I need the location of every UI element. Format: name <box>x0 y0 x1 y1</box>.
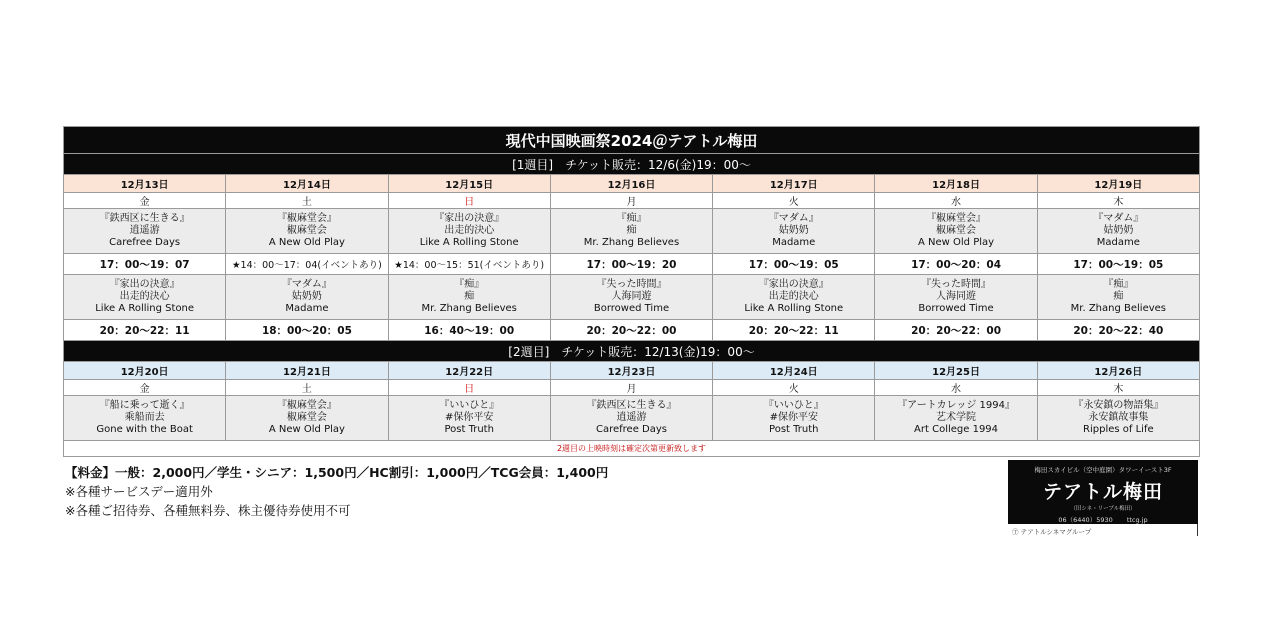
film-title-en: A New Old Play <box>268 424 345 435</box>
film-title-zh: 痴 <box>464 291 475 302</box>
film-title-en: Like A Rolling Stone <box>95 303 195 314</box>
film-cell <box>550 396 712 441</box>
weekday-cell: 土 <box>226 380 388 396</box>
film-title-zh: 痴 <box>1113 291 1124 302</box>
showtime-cell: 18：00～20：05 <box>226 320 388 341</box>
film-title-zh: #保你平安 <box>769 412 818 423</box>
week2-note: 2週目の上映時刻は確定次第更新致します <box>64 441 1200 457</box>
film-title-ja: 『アートカレッジ 1994』 <box>897 400 1016 411</box>
film-cell <box>875 275 1037 320</box>
film-title-zh: 逍遥游 <box>129 225 160 236</box>
showtime-cell: 17：00～19：05 <box>713 254 875 275</box>
film-cell <box>64 275 226 320</box>
film-title-ja: 『痴』 <box>1103 279 1134 290</box>
film-title-en: Art College 1994 <box>914 424 999 435</box>
film-title-ja: 『椒麻堂会』 <box>926 213 987 224</box>
film-title-ja: 『家出の決意』 <box>758 279 829 290</box>
film-title-zh: 出走的決心 <box>444 225 495 236</box>
film-title-ja: 『永安鎮の物語集』 <box>1073 400 1164 411</box>
weekday-cell: 木 <box>1037 380 1199 396</box>
film-title-ja: 『家出の決意』 <box>434 213 505 224</box>
weekday-cell: 木 <box>1037 193 1199 209</box>
pricing-info <box>65 463 608 520</box>
film-title-zh: 椒麻堂会 <box>286 225 327 236</box>
logo-location: 梅田スカイビル（空中庭園）タワーイースト3F <box>1034 466 1172 474</box>
date-cell: 12月20日 <box>64 362 226 380</box>
film-title-zh: 永安鎮故事集 <box>1088 412 1149 423</box>
film-title-ja: 『痴』 <box>616 213 647 224</box>
film-title-zh: 姑奶奶 <box>778 225 809 236</box>
date-cell: 12月19日 <box>1037 175 1199 193</box>
date-cell: 12月15日 <box>388 175 550 193</box>
logo-former-name: （旧シネ・リーブル梅田） <box>1070 506 1136 512</box>
logo-phone: 06（6440）5930 <box>1058 516 1113 524</box>
film-cell <box>388 275 550 320</box>
film-cell <box>875 209 1037 254</box>
film-title-zh: 逍遥游 <box>616 412 647 423</box>
film-title-zh: 出走的決心 <box>119 291 170 302</box>
film-cell <box>226 396 388 441</box>
film-cell <box>713 275 875 320</box>
schedule-table <box>63 126 1200 457</box>
film-cell <box>64 209 226 254</box>
film-title-ja: 『いいひと』 <box>439 400 500 411</box>
film-title-ja: 『マダム』 <box>281 279 332 290</box>
showtime-cell: 20：20～22：00 <box>875 320 1037 341</box>
showtime-cell: 17：00～19：07 <box>64 254 226 275</box>
weekday-cell: 水 <box>875 380 1037 396</box>
date-cell: 12月14日 <box>226 175 388 193</box>
date-cell: 12月22日 <box>388 362 550 380</box>
film-title-zh: 人海同遊 <box>611 291 652 302</box>
film-title-en: Carefree Days <box>109 237 181 248</box>
film-title-ja: 『鉄西区に生きる』 <box>586 400 677 411</box>
logo-contact <box>1008 515 1198 524</box>
weekday-cell: 水 <box>875 193 1037 209</box>
showtime-cell: 17：00～19：20 <box>550 254 712 275</box>
film-title-en: Like A Rolling Stone <box>744 303 844 314</box>
film-title-en: Borrowed Time <box>918 303 994 314</box>
film-title-en: Madame <box>772 237 816 248</box>
price-line: 【料金】一般：2,000円／学生・シニア：1,500円／HC割引：1,000円／TCG会員：1,400円 <box>65 465 609 480</box>
film-title-en: Ripples of Life <box>1083 424 1154 435</box>
date-cell: 12月23日 <box>550 362 712 380</box>
date-cell: 12月17日 <box>713 175 875 193</box>
film-title-zh: 姑奶奶 <box>1103 225 1134 236</box>
film-title-ja: 『失った時間』 <box>596 279 667 290</box>
film-cell <box>713 209 875 254</box>
film-cell <box>713 396 875 441</box>
film-title-ja: 『マダム』 <box>768 213 819 224</box>
pricing-note-service-day: ※各種サービスデー適用外 <box>65 484 213 499</box>
weekday-cell: 金 <box>64 193 226 209</box>
film-title-zh: 人海同遊 <box>936 291 977 302</box>
film-cell <box>1037 396 1199 441</box>
weekday-cell: 土 <box>226 193 388 209</box>
film-cell <box>64 396 226 441</box>
week1-header: [1週目] チケット販売：12/6(金)19：00～ <box>64 154 1200 175</box>
date-cell: 12月24日 <box>713 362 875 380</box>
weekday-cell: 月 <box>550 193 712 209</box>
weekday-cell: 日 <box>388 193 550 209</box>
film-title-ja: 『いいひと』 <box>763 400 824 411</box>
showtime-cell: ★14：00～15：51(イベントあり) <box>388 254 550 275</box>
film-title-en: Post Truth <box>769 424 819 435</box>
film-title-en: Gone with the Boat <box>96 424 193 435</box>
film-title-zh: 姑奶奶 <box>291 291 322 302</box>
film-title-ja: 『鉄西区に生きる』 <box>99 213 190 224</box>
showtime-cell: 20：20～22：11 <box>713 320 875 341</box>
film-title-ja: 『痴』 <box>454 279 485 290</box>
weekday-cell: 火 <box>713 380 875 396</box>
theater-logo <box>1008 460 1198 524</box>
film-cell <box>388 209 550 254</box>
festival-title: 現代中国映画祭2024＠テアトル梅田 <box>64 127 1200 154</box>
film-title-ja: 『家出の決意』 <box>109 279 180 290</box>
film-title-en: Mr. Zhang Believes <box>1070 303 1167 314</box>
film-cell <box>388 396 550 441</box>
film-title-zh: 椒麻堂会 <box>286 412 327 423</box>
film-title-zh: 出走的決心 <box>768 291 819 302</box>
weekday-cell: 金 <box>64 380 226 396</box>
film-title-en: A New Old Play <box>918 237 995 248</box>
date-cell: 12月21日 <box>226 362 388 380</box>
cinema-group-label: Ⓣ テアトルシネマグループ <box>1012 528 1092 536</box>
showtime-cell: 17：00～19：05 <box>1037 254 1199 275</box>
film-cell <box>1037 275 1199 320</box>
film-title-ja: 『失った時間』 <box>921 279 992 290</box>
film-title-en: Like A Rolling Stone <box>419 237 519 248</box>
film-title-en: Madame <box>285 303 329 314</box>
week2-header: [2週目] チケット販売：12/13(金)19：00～ <box>64 341 1200 362</box>
date-cell: 12月25日 <box>875 362 1037 380</box>
logo-name: テアトル梅田 <box>1042 481 1163 503</box>
film-title-en: A New Old Play <box>268 237 345 248</box>
showtime-cell: 20：20～22：11 <box>64 320 226 341</box>
showtime-cell: 16：40～19：00 <box>388 320 550 341</box>
film-title-ja: 『椒麻堂会』 <box>276 213 337 224</box>
date-cell: 12月16日 <box>550 175 712 193</box>
film-title-en: Carefree Days <box>595 424 667 435</box>
date-cell: 12月26日 <box>1037 362 1199 380</box>
weekday-cell: 火 <box>713 193 875 209</box>
film-cell <box>875 396 1037 441</box>
date-cell: 12月13日 <box>64 175 226 193</box>
film-title-en: Borrowed Time <box>593 303 670 314</box>
film-cell <box>550 275 712 320</box>
showtime-cell: 17：00～20：04 <box>875 254 1037 275</box>
film-title-en: Madame <box>1096 237 1140 248</box>
date-cell: 12月18日 <box>875 175 1037 193</box>
showtime-cell: 20：20～22：00 <box>550 320 712 341</box>
film-title-zh: 乘船而去 <box>124 412 165 423</box>
film-cell <box>1037 209 1199 254</box>
divider <box>1197 524 1198 536</box>
film-title-en: Mr. Zhang Believes <box>583 237 680 248</box>
film-title-ja: 『船に乗って逝く』 <box>99 400 190 411</box>
weekday-cell: 日 <box>388 380 550 396</box>
film-cell <box>226 275 388 320</box>
film-title-zh: 艺术学院 <box>936 412 977 423</box>
film-cell <box>550 209 712 254</box>
pricing-note-tickets: ※各種ご招待券、各種無料券、株主優待券使用不可 <box>65 503 351 518</box>
film-title-ja: 『マダム』 <box>1093 213 1144 224</box>
logo-url: ttcg.jp <box>1126 516 1148 524</box>
showtime-cell: ★14：00～17：04(イベントあり) <box>226 254 388 275</box>
showtime-cell: 20：20～22：40 <box>1037 320 1199 341</box>
film-title-zh: 痴 <box>626 225 637 236</box>
film-title-ja: 『椒麻堂会』 <box>276 400 337 411</box>
film-title-en: Post Truth <box>444 424 494 435</box>
film-title-zh: #保你平安 <box>445 412 494 423</box>
film-title-en: Mr. Zhang Believes <box>421 303 517 314</box>
film-title-zh: 椒麻堂会 <box>936 225 977 236</box>
weekday-cell: 月 <box>550 380 712 396</box>
film-cell <box>226 209 388 254</box>
